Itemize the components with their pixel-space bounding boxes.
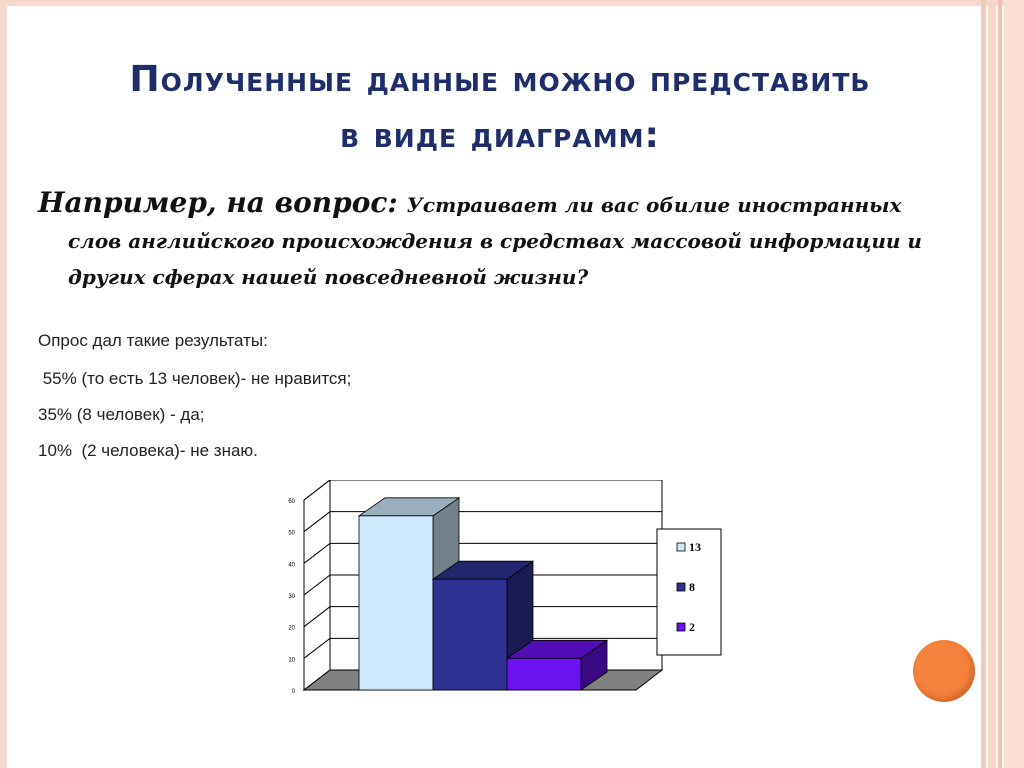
title-line-1: Полученные данные можно представить — [129, 59, 871, 100]
y-tick-label: 60 — [288, 499, 295, 505]
y-tick-label: 10 — [288, 657, 295, 664]
legend-swatch-13 — [677, 543, 685, 551]
question-lead: Например, на вопрос: — [38, 186, 398, 219]
results-intro: Опрос дал такие результаты: — [38, 331, 268, 350]
result-line-3: 10% (2 человека)- не знаю. — [38, 441, 258, 460]
orange-circle-decoration — [913, 640, 975, 702]
top-frame-border — [0, 0, 1024, 6]
legend-swatch-2 — [677, 623, 685, 631]
legend-label-8: 8 — [689, 580, 695, 594]
y-tick-label: 20 — [288, 625, 295, 632]
title-line-2: в виде диаграмм: — [340, 115, 660, 156]
legend-swatch-8 — [677, 583, 685, 591]
y-tick-label: 50 — [288, 530, 295, 537]
y-tick-label: 30 — [288, 594, 295, 600]
slide-title — [0, 52, 1000, 164]
result-line-2: 35% (8 человек) - да; — [38, 405, 205, 424]
bar-2 — [507, 658, 581, 690]
legend-label-13: 13 — [689, 540, 701, 554]
bar-8 — [433, 579, 507, 690]
legend-label-2: 2 — [689, 620, 695, 634]
y-tick-label: 40 — [288, 562, 295, 569]
question-text: Устраивает ли вас обилие иностранных слов английского происхождения в средствах массовой информации и других сферах нашей повседневной жизни? — [68, 193, 922, 289]
result-line-1: 55% (то есть 13 человек)- не нравится; — [38, 369, 352, 388]
question-block — [38, 186, 938, 294]
y-tick-label: 0 — [291, 689, 295, 695]
bar-13 — [359, 516, 433, 690]
